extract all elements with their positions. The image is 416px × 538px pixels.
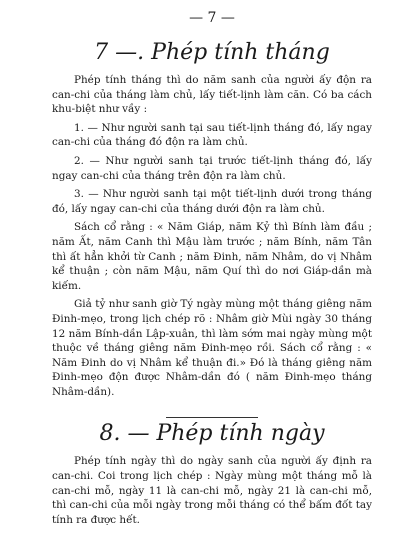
section-separator (52, 407, 372, 417)
section-7-item-1: 1. — Như người sanh tại sau tiết-lịnh tháng đó, lấy ngay can-chi của tháng đó độn ra làm chủ. (52, 121, 372, 149)
section-7-title: 7 —. Phép tính tháng (94, 40, 330, 65)
section-7-intro: Phép tính tháng thì do năm sanh của người ấy độn ra can-chi của tháng làm chủ, lấy tiết-lịnh làm căn. Có ba cách khu-biệt như vầy : (52, 74, 372, 116)
section-8-title: 8. — Phép tính ngày (99, 421, 325, 447)
section-7-item-3: 3. — Như người sanh tại một tiết-lịnh dưới trong tháng đó, lấy ngay can-chi của tháng dưới độn ra làm chủ. (52, 188, 372, 215)
section-7-item-2: 2. — Như người sanh tại trước tiết-lịnh tháng đó, lấy ngay can-chi của tháng trên độn ra làm chủ. (52, 154, 372, 182)
page-number: — 7 — (189, 10, 235, 26)
section-8-body: Phép tính ngày thì do ngày sanh của người ấy định ra can-chi. Coi trong lịch chép : Ngày mùng một tháng mỗ là can-chi mỗ, ngày 11 là can-chi mỗ, ngày 21 là can-chi mỗ, thì can-chi của mỗi ngày trong mỗi tháng có thể bấm đốt tay tính ra được hết. (52, 455, 372, 526)
section-7-example: Giả tỷ như sanh giờ Tý ngày mùng một tháng giêng năm Đinh-mẹo, trong lịch chép rõ : Nhâm giờ Mùi ngày 30 tháng 12 năm Bính-dần Lập-xuân, thì làm sớm mai ngày mùng một thuộc về tháng giêng năm Đinh-mẹo rồi. Sách cổ rằng : « Năm Đinh do vị Nhâm kể thuận đi.» Đó là tháng giêng năm Đinh-mẹo độn được Nhâm-dần đó ( năm Đinh-mẹo tháng Nhâm-dần). (52, 298, 372, 398)
section-7-quote: Sách cổ rằng : « Năm Giáp, năm Kỷ thì Bính làm đầu ; năm Ất, năm Canh thì Mậu làm trước ; năm Bính, năm Tân thì ất hẳn khởi từ Canh ; năm Đinh, năm Nhâm, do vị Nhâm kể thuận ; còn năm Mậu, năm Quí thì do nơi Giáp-dần mà kiếm. (52, 221, 372, 292)
